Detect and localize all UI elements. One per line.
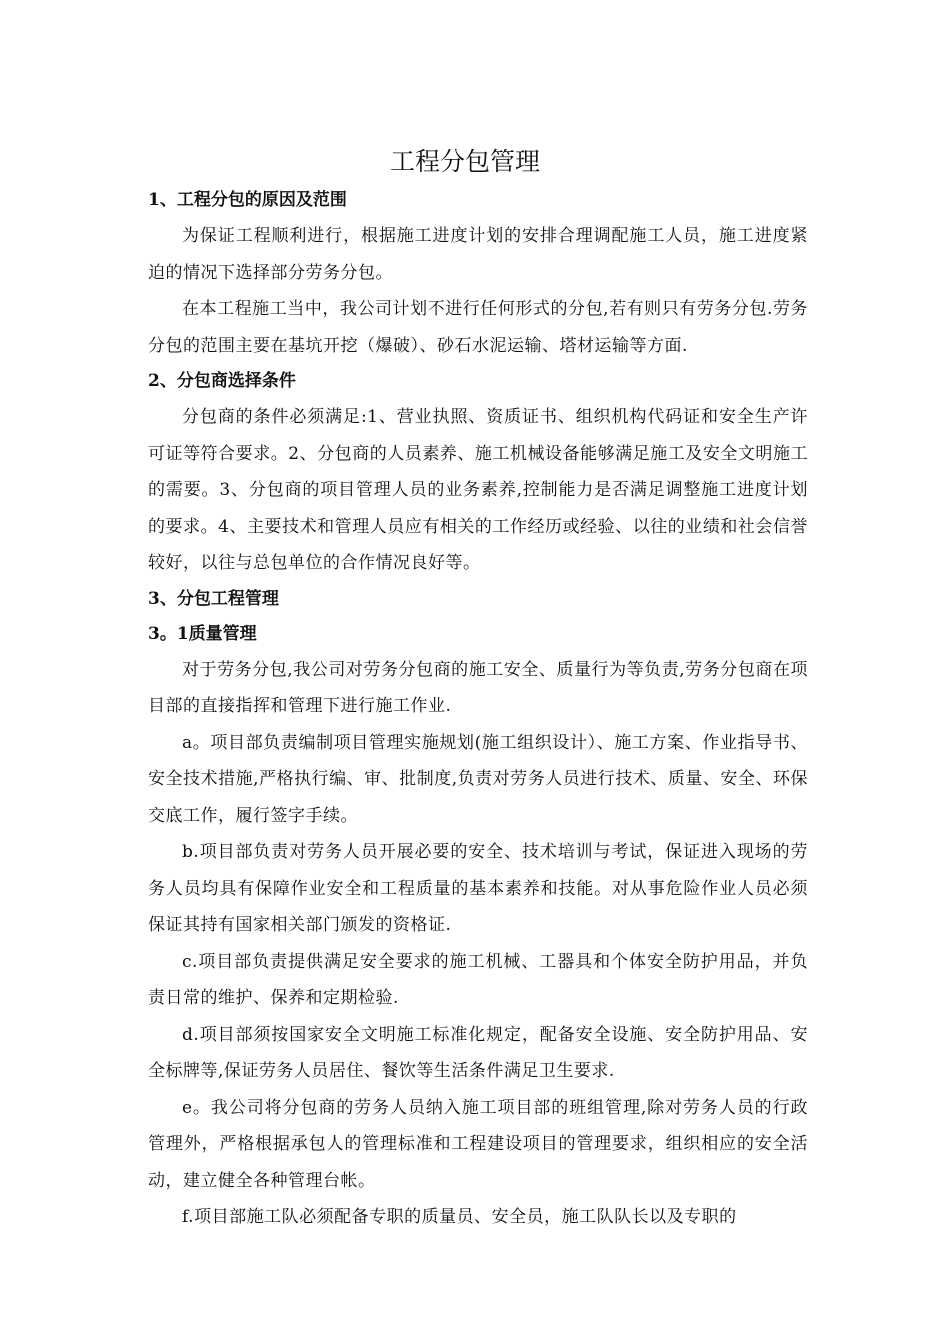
section-heading: 3、分包工程管理 xyxy=(148,588,279,609)
body-paragraph: f.项目部施工队必须配备专职的质量员、安全员，施工队队长以及专职的 xyxy=(182,1207,737,1227)
body-paragraph: 对于劳务分包,我公司对劳务分包商的施工安全、质量行为等负责,劳务分包商在项目部的直接指挥和管理下进行施工作业. xyxy=(148,659,808,716)
body-paragraph: 在本工程施工当中，我公司计划不进行任何形式的分包,若有则只有劳务分包.劳务分包的范围主要在基坑开挖（爆破）、砂石水泥运输、塔材运输等方面. xyxy=(148,299,808,356)
body-paragraph: a。项目部负责编制项目管理实施规划(施工组织设计）、施工方案、作业指导书、安全技术措施,严格执行编、审、批制度,负责对劳务人员进行技术、质量、安全、环保交底工作，履行签字手续。 xyxy=(148,732,808,826)
body-paragraph: 分包商的条件必须满足:1、营业执照、资质证书、组织机构代码证和安全生产许可证等符合要求。2、分包商的人员素养、施工机械设备能够满足施工及安全文明施工的需要。3、分包商的项目管理人员的业务素养,控制能力是否满足调整施工进度计划的要求。4、主要技术和管理人员应有相关的工作经历或经验、以往的业绩和社会信誉较好，以往与总包单位的合作情况良好等。 xyxy=(148,407,808,573)
body-paragraph: b.项目部负责对劳务人员开展必要的安全、技术培训与考试，保证进入现场的劳务人员均具有保障作业安全和工程质量的基本素养和技能。对从事危险作业人员必须保证其持有国家相关部门颁发的资格证. xyxy=(148,842,808,935)
section-heading: 1、工程分包的原因及范围 xyxy=(148,190,347,210)
body-paragraph: c.项目部负责提供满足安全要求的施工机械、工器具和个体安全防护用品，并负责日常的维护、保养和定期检验. xyxy=(148,951,808,1008)
body-paragraph: d.项目部须按国家安全文明施工标准化规定，配备安全设施、安全防护用品、安全标牌等,保证劳务人员居住、餐饮等生活条件满足卫生要求. xyxy=(148,1024,808,1081)
section-heading: 2、分包商选择条件 xyxy=(148,371,296,391)
body-paragraph: e。我公司将分包商的劳务人员纳入施工项目部的班组管理,除对劳务人员的行政管理外，严格根据承包人的管理标准和工程建设项目的管理要求，组织相应的安全活动，建立健全各种管理台帐。 xyxy=(148,1097,808,1191)
subsection-heading: 3。1质量管理 xyxy=(148,623,257,644)
document-body xyxy=(148,183,808,1236)
body-paragraph: 为保证工程顺利进行，根据施工进度计划的安排合理调配施工人员，施工进度紧迫的情况下选择部分劳务分包。 xyxy=(148,226,808,283)
page-title: 工程分包管理 xyxy=(389,147,540,176)
